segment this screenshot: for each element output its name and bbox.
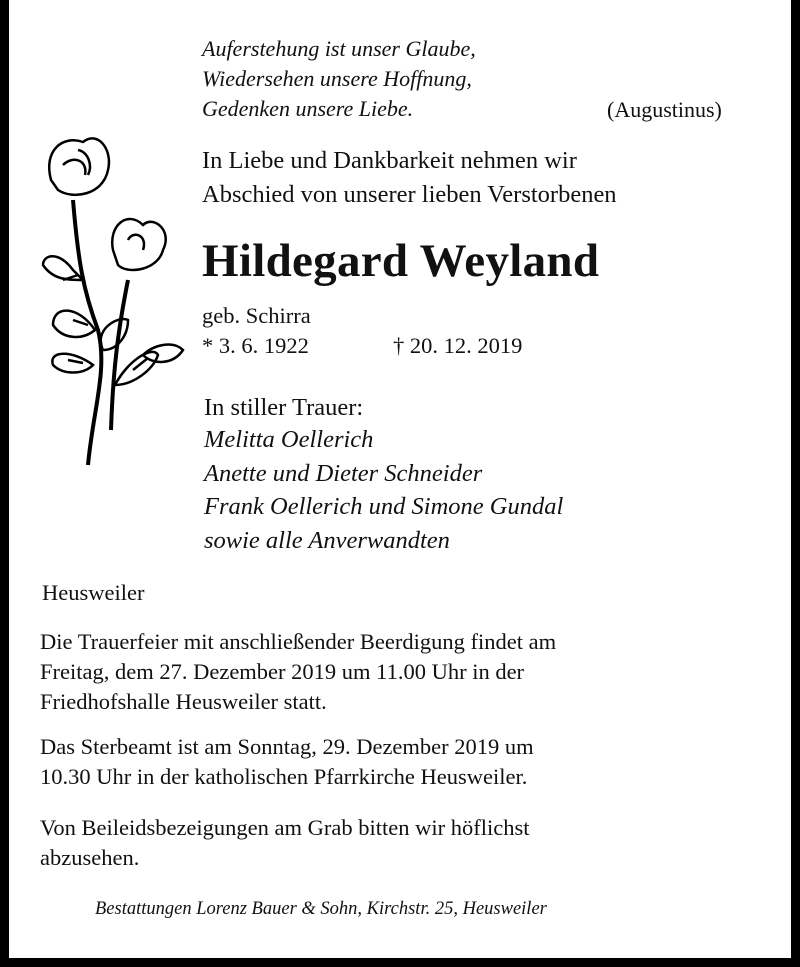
place: Heusweiler — [42, 580, 145, 605]
mourner-name: Frank Oellerich und Simone Gundal — [204, 493, 564, 520]
intro-line: In Liebe und Dankbarkeit nehmen wir — [202, 147, 577, 174]
quote-author: (Augustinus) — [607, 97, 722, 122]
rose-illustration-icon — [33, 130, 203, 470]
mourner-name: sowie alle Anverwandten — [204, 527, 450, 554]
condolence-paragraph-line: abzusehen. — [40, 845, 140, 870]
service-paragraph-line: Die Trauerfeier mit anschließender Beerdigung findet am — [40, 629, 557, 654]
condolence-paragraph-line: Von Beileidsbezeigungen am Grab bitten wir höflichst — [40, 815, 530, 840]
mourner-name: Melitta Oellerich — [204, 426, 374, 453]
quote-line: Auferstehung ist unser Glaube, — [202, 36, 476, 61]
quote-line: Gedenken unsere Liebe. — [202, 96, 414, 121]
birth-name: geb. Schirra — [202, 303, 311, 328]
mourners-heading: In stiller Trauer: — [204, 394, 364, 421]
service-paragraph-line: Friedhofshalle Heusweiler statt. — [40, 689, 327, 714]
intro-line: Abschied von unserer lieben Verstorbenen — [202, 181, 617, 208]
deceased-name: Hildegard Weyland — [202, 235, 600, 287]
mourner-name: Anette und Dieter Schneider — [204, 460, 483, 487]
funeral-home-footer: Bestattungen Lorenz Bauer & Sohn, Kirchstr. 25, Heusweiler — [95, 899, 547, 919]
death-date: † 20. 12. 2019 — [393, 333, 523, 358]
birth-date: * 3. 6. 1922 — [202, 333, 309, 358]
service-paragraph-line: Freitag, dem 27. Dezember 2019 um 11.00 Uhr in der — [40, 659, 525, 684]
mass-paragraph-line: 10.30 Uhr in der katholischen Pfarrkirche Heusweiler. — [40, 764, 528, 789]
quote-line: Wiedersehen unsere Hoffnung, — [202, 66, 472, 91]
mass-paragraph-line: Das Sterbeamt ist am Sonntag, 29. Dezember 2019 um — [40, 734, 534, 759]
